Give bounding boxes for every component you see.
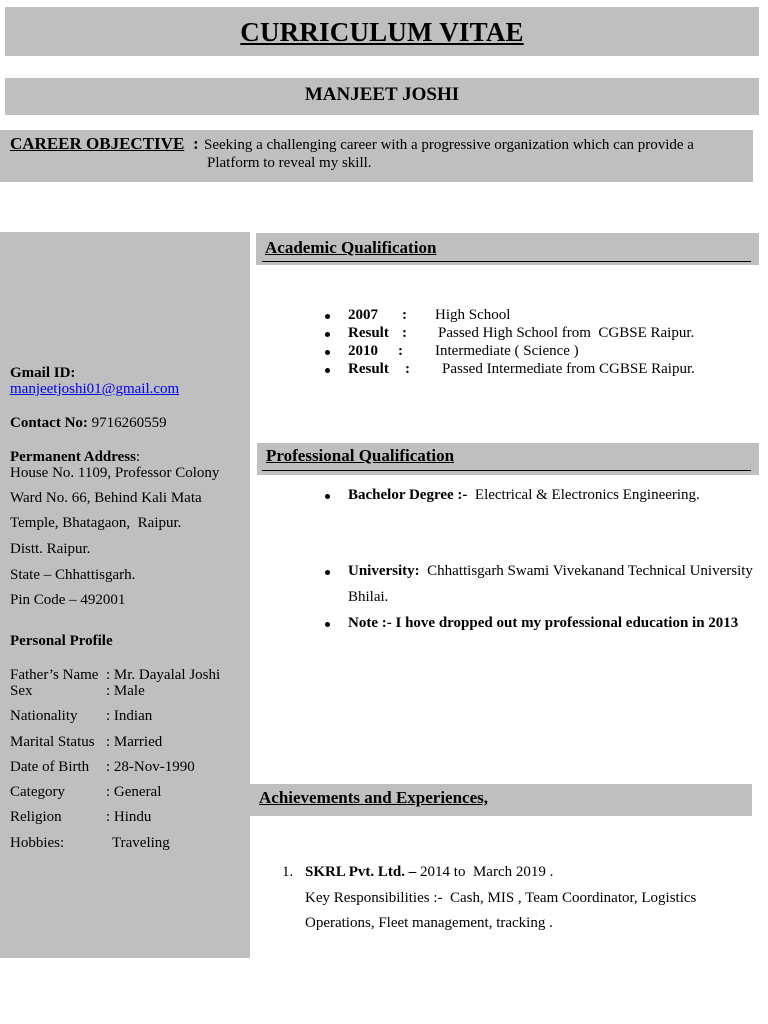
- name-band: [5, 78, 759, 115]
- gmail-label: Gmail ID:: [10, 365, 76, 381]
- education-note: Note :- I hove dropped out my professional education in 2013: [348, 615, 739, 631]
- objective-label: CAREER OBJECTIVE: [10, 134, 185, 153]
- address-line: Ward No. 66, Behind Kali Mata: [10, 490, 202, 506]
- experience-number: 1.: [282, 864, 294, 880]
- academic-heading: Academic Qualification: [265, 238, 437, 257]
- experience-period: 2014 to March 2019 .: [420, 864, 554, 880]
- bullet-icon: [325, 622, 330, 627]
- profile-label: Date of Birth: [10, 759, 90, 775]
- degree-row: [348, 487, 700, 504]
- bullet-icon: [325, 314, 330, 319]
- profile-label: Marital Status: [10, 734, 95, 750]
- profile-label: Hobbies:: [10, 835, 65, 851]
- profile-label: Nationality: [10, 708, 78, 724]
- contact-number: 9716260559: [91, 415, 167, 431]
- university-line2: Bhilai.: [348, 589, 389, 605]
- contact-label: Contact No:: [10, 415, 88, 431]
- address-heading: Permanent Address:: [10, 449, 141, 465]
- personal-profile-heading: Personal Profile: [10, 633, 113, 649]
- academic-sep: :: [405, 361, 410, 377]
- professional-heading: Professional Qualification: [266, 446, 455, 465]
- profile-label: Sex: [10, 683, 33, 699]
- contact-row: [10, 415, 167, 432]
- bullet-icon: [325, 332, 330, 337]
- university-value: Chhattisgarh Swami Vivekanand Technical University: [427, 563, 753, 579]
- document-title: CURRICULUM VITAE: [240, 17, 524, 47]
- profile-value: : 28-Nov-1990: [106, 759, 195, 775]
- address-label: Permanent Address: [10, 449, 136, 465]
- university-row: [348, 563, 753, 580]
- academic-key: Result: [348, 325, 389, 341]
- academic-key: Result: [348, 361, 389, 377]
- academic-sep: :: [398, 343, 403, 359]
- bullet-icon: [325, 570, 330, 575]
- title-band: [5, 7, 759, 56]
- objective-colon: :: [193, 134, 199, 153]
- profile-value: : Married: [106, 734, 163, 750]
- academic-key: 2007: [348, 307, 378, 323]
- objective-text-line1: Seeking a challenging career with a progressive organization which can provide a: [204, 137, 694, 153]
- professional-rule: [262, 470, 751, 471]
- academic-rule: [262, 261, 751, 262]
- academic-sep: :: [402, 325, 407, 341]
- academic-sep: :: [402, 307, 407, 323]
- profile-value: : Male: [106, 683, 145, 699]
- profile-value: Traveling: [112, 835, 170, 851]
- experience-row: [305, 864, 553, 881]
- objective-text-line2: Platform to reveal my skill.: [207, 155, 372, 171]
- bullet-icon: [325, 494, 330, 499]
- achievements-heading: Achievements and Experiences,: [259, 788, 489, 807]
- experience-responsibilities: Key Responsibilities :- Cash, MIS , Team Coordinator, Logistics: [305, 890, 697, 906]
- profile-label: Category: [10, 784, 65, 800]
- profile-label: Religion: [10, 809, 62, 825]
- address-line: Distt. Raipur.: [10, 541, 91, 557]
- academic-key: 2010: [348, 343, 378, 359]
- address-line: Pin Code – 492001: [10, 592, 126, 608]
- profile-value: : Mr. Dayalal Joshi: [106, 667, 221, 683]
- academic-value: Passed High School from CGBSE Raipur.: [438, 325, 695, 341]
- degree-label: Bachelor Degree :-: [348, 487, 468, 503]
- experience-company: SKRL Pvt. Ltd. –: [305, 864, 417, 880]
- academic-value: Passed Intermediate from CGBSE Raipur.: [442, 361, 695, 377]
- bullet-icon: [325, 350, 330, 355]
- profile-value: : General: [106, 784, 162, 800]
- academic-value: High School: [435, 307, 511, 323]
- university-label: University:: [348, 563, 420, 579]
- profile-value: : Hindu: [106, 809, 152, 825]
- profile-label: Father’s Name: [10, 667, 99, 683]
- candidate-name: MANJEET JOSHI: [304, 84, 460, 105]
- address-line: Temple, Bhatagaon, Raipur.: [10, 515, 182, 531]
- address-line: State – Chhattisgarh.: [10, 567, 136, 583]
- profile-value: : Indian: [106, 708, 153, 724]
- experience-responsibilities-cont: Operations, Fleet management, tracking .: [305, 915, 553, 931]
- address-line: House No. 1109, Professor Colony: [10, 465, 220, 481]
- degree-value: Electrical & Electronics Engineering.: [474, 487, 700, 503]
- bullet-icon: [325, 368, 330, 373]
- gmail-link[interactable]: manjeetjoshi01@gmail.com: [10, 381, 180, 397]
- academic-value: Intermediate ( Science ): [435, 343, 579, 359]
